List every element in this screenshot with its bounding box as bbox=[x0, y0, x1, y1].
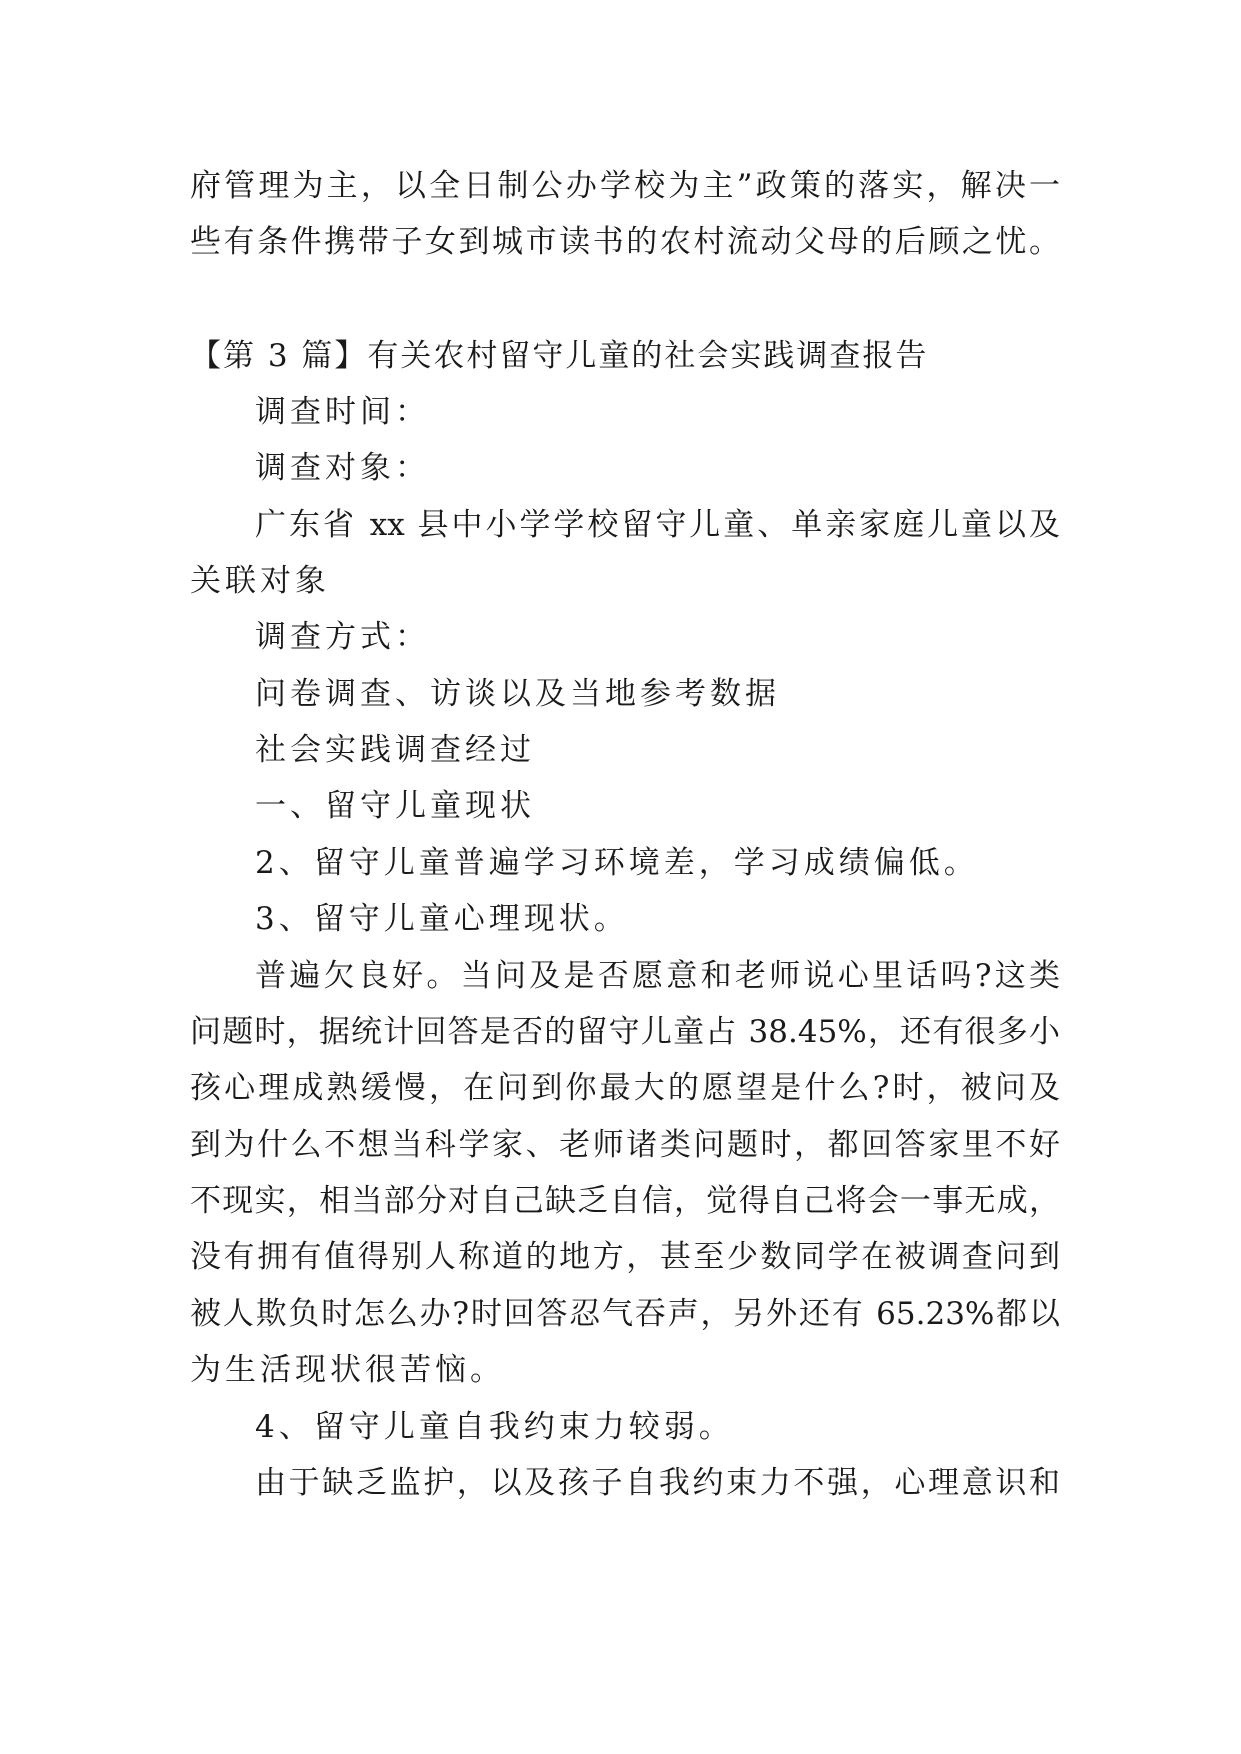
survey-subject-value: 广东省 xx 县中小学学校留守儿童、单亲家庭儿童以及 bbox=[255, 507, 1060, 543]
paragraph-line: 府管理为主，以全日制公办学校为主”政策的落实，解决一 bbox=[190, 168, 1060, 204]
paragraph-line: 为生活现状很苦恼。 bbox=[190, 1352, 505, 1388]
section-subheading: 一、留守儿童现状 bbox=[255, 788, 535, 824]
paragraph-line: 由于缺乏监护，以及孩子自我约束力不强，心理意识和 bbox=[255, 1465, 1060, 1501]
paragraph-line: 关联对象 bbox=[190, 563, 330, 599]
paragraph-line: 到为什么不想当科学家、老师诸类问题时，都回答家里不好 bbox=[190, 1127, 1060, 1163]
paragraph-line: 问题时，据统计回答是否的留守儿童占 38.45%，还有很多小 bbox=[190, 1014, 1060, 1050]
survey-subject-label: 调查对象： bbox=[255, 450, 430, 486]
paragraph-line: 被人欺负时怎么办?时回答忍气吞声，另外还有 65.23%都以 bbox=[190, 1296, 1060, 1332]
list-item: 2、留守儿童普遍学习环境差，学习成绩偏低。 bbox=[255, 845, 979, 881]
paragraph-line: 不现实，相当部分对自己缺乏自信，觉得自己将会一事无成， bbox=[190, 1183, 1060, 1219]
section-heading: 【第 3 篇】有关农村留守儿童的社会实践调查报告 bbox=[190, 338, 929, 374]
paragraph-line: 没有拥有值得别人称道的地方，甚至少数同学在被调查问到 bbox=[190, 1239, 1060, 1275]
paragraph-line: 些有条件携带子女到城市读书的农村流动父母的后顾之忧。 bbox=[190, 224, 1060, 260]
list-item: 4、留守儿童自我约束力较弱。 bbox=[255, 1409, 734, 1445]
survey-time-label: 调查时间： bbox=[255, 394, 430, 430]
survey-method-value: 问卷调查、访谈以及当地参考数据 bbox=[255, 676, 780, 712]
paragraph-line: 孩心理成熟缓慢，在问到你最大的愿望是什么?时，被问及 bbox=[190, 1070, 1060, 1106]
list-item: 3、留守儿童心理现状。 bbox=[255, 901, 629, 937]
section-subheading: 社会实践调查经过 bbox=[255, 732, 535, 768]
survey-method-label: 调查方式： bbox=[255, 619, 430, 655]
paragraph-line: 普遍欠良好。当问及是否愿意和老师说心里话吗?这类 bbox=[255, 958, 1060, 994]
